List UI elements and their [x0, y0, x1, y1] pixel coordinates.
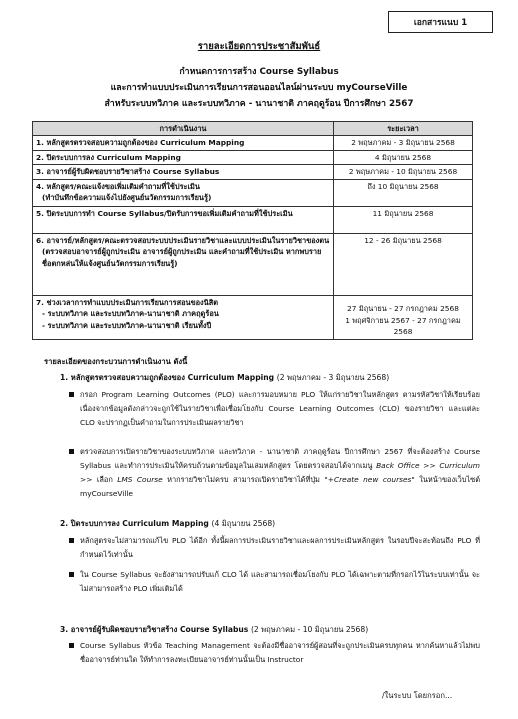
bullet-text: กรอก Program Learning Outcomes (PLO) และการมอบหมาย PLO ให้แก่รายวิชาในหลักสูตร ตามรหัสวิชาให้เรียบร้อย เนื่องจากข้อมูลดังกล่าวจะถูกใช้ในรายวิชาเพื่อเชื่อมโยงกับ Course Learning Outcomes (CLO) ของรายวิชา และแต่ละ CLO จะปรากฏเป็นคำถามในการประเมินผลรายวิชา [80, 390, 480, 427]
row-activity: 4. หลักสูตร/คณะแจ้งขอเพิ่มเติมคำถามที่ใช้ประเมิน [36, 181, 200, 191]
subtitle-system: สำหรับระบบทวิภาค และระบบทวิภาค - นานาชาติ ภาคฤดูร้อน ปีการศึกษา 2567 [104, 99, 414, 109]
table-row [33, 165, 473, 180]
bullet-text: เลือก [96, 475, 113, 484]
bullet-text: ในหน้าของเว็บไซต์ myCourseVille [80, 475, 481, 498]
row-activity: 2. ปิดระบบการลง Curriculum Mapping [33, 150, 334, 165]
section-heading [60, 371, 389, 385]
schedule-table [32, 121, 473, 340]
attachment-label: เอกสารแนบ 1 [388, 11, 493, 33]
bullet-text: หากรายวิชาไม่ครบ สามารถเปิดรายวิชาได้ที่ปุ่ม [167, 475, 320, 484]
table-row [33, 295, 473, 339]
row-sub-item: - ระบบทวิภาค และระบบทวิภาค-นานาชาติ เรียนทั้งปี [42, 320, 212, 330]
list-item [80, 534, 480, 562]
row-period-cell [334, 295, 473, 339]
section-title: 1. หลักสูตรตรวจสอบความถูกต้องของ Curriculum Mapping [60, 373, 275, 382]
bullet-text: Course Syllabus หัวข้อ Teaching Management จะต้องมีชื่ออาจารย์ผู้สอนที่จะถูกประเมินครบทุกคน หากค้นหาแล้วไม่พบชื่ออาจารย์ท่านใด ให้ทำการลงทะเบียนอาจารย์ท่านนั้นเป็น Instructor [80, 641, 480, 664]
row-period: ถึง 10 มิถุนายน 2568 [334, 179, 473, 206]
row-period: 27 มิถุนายน - 27 กรกฎาคม 2568 [347, 304, 459, 313]
list-item [80, 445, 480, 501]
section-heading [60, 517, 275, 531]
row-period: 12 - 26 มิถุนายน 2568 [334, 233, 473, 295]
row-activity: 3. อาจารย์ผู้รับผิดชอบรายวิชาสร้าง Course Syllabus [33, 165, 334, 180]
table-header-row [33, 122, 473, 136]
row-note: (ตรวจสอบอาจารย์ผู้ถูกประเมิน อาจารย์ผู้ถูกประเมิน และคำถามที่ใช้ประเมิน หากพบรายชื่อตกหล่นให้แจ้งศูนย์นวัตกรรมการเรียนรู้) [42, 247, 322, 268]
table-row [33, 150, 473, 165]
bullet-text: ตรวจสอบการเปิดรายวิชาของระบบทวิภาค และทวิภาค - นานาชาติ ภาคฤดูร้อน ปีการศึกษา 2567 ที่จะต้องสร้าง Course Syllabus และทำการประเมินให้ครบถ้วนตามข้อมูลในเล่มหลักสูตร โดยตรวจสอบได้จากเมนู [80, 447, 480, 470]
row-period: 2 พฤษภาคม - 3 มิถุนายน 2568 [334, 136, 473, 151]
bullet-text: ใน Course Syllabus จะยังสามารถปรับแก้ CLO ได้ และสามารถเชื่อมโยงกับ PLO ได้เฉพาะตามที่กรอกไว้ในระบบเท่านั้น จะไม่สามารถสร้าง PLO เพิ่มเติมได้ [80, 570, 480, 593]
square-bullet-icon [69, 392, 74, 397]
list-item [80, 639, 480, 667]
square-bullet-icon [69, 538, 74, 543]
row-period: 2 พฤษภาคม - 10 มิถุนายน 2568 [334, 165, 473, 180]
section-dates: (4 มิถุนายน 2568) [211, 519, 276, 528]
list-item [80, 568, 480, 596]
square-bullet-icon [69, 572, 74, 577]
create-course-button-term: "+Create new courses" [324, 475, 415, 484]
row-activity-cell [33, 233, 334, 295]
section-heading [60, 623, 368, 637]
details-intro: รายละเอียดของกระบวนการดำเนินงาน ดังนี้ [44, 357, 188, 366]
menu-path: Back Office >> Curriculum >> [80, 461, 480, 484]
table-row [33, 206, 473, 233]
table-row [33, 179, 473, 206]
row-activity: 6. อาจารย์/หลักสูตร/คณะตรวจสอบระบบประเมินรายวิชาและแบบประเมินในรายวิชาของตน [36, 235, 330, 245]
row-activity: 7. ช่วงเวลาการทำแบบประเมินการเรียนการสอนของนิสิต [36, 297, 219, 307]
square-bullet-icon [69, 643, 74, 648]
row-sub-item: - ระบบทวิภาค และระบบทวิภาค-นานาชาติ ภาคฤดูร้อน [42, 309, 219, 318]
subtitle-schedule: กำหนดการการสร้าง Course Syllabus [179, 67, 339, 77]
row-activity-cell [33, 179, 334, 206]
bullet-text: หลักสูตรจะไม่สามารถแก้ไข PLO ได้อีก ทั้งนี้ผลการประเมินรายวิชาและผลการประเมินหลักสูตร ในรอบปีจะสะท้อนถึง PLO ที่กำหนดไว้เท่านั้น [80, 536, 480, 559]
page-title: รายละเอียดการประชาสัมพันธ์ [197, 41, 321, 52]
table-row [33, 233, 473, 295]
section-dates: (2 พฤษภาคม - 10 มิถุนายน 2568) [250, 625, 369, 634]
section-title: 3. อาจารย์ผู้รับผิดชอบรายวิชาสร้าง Course Syllabus [60, 625, 249, 634]
row-period: 1 พฤศจิกายน 2567 - 27 กรกฎาคม 2568 [345, 315, 461, 336]
lms-course-term: LMS Course [117, 475, 163, 484]
row-activity-cell [33, 295, 334, 339]
list-item [80, 388, 480, 430]
row-activity: 1. หลักสูตรตรวจสอบความถูกต้องของ Curriculum Mapping [33, 136, 334, 151]
table-row [33, 136, 473, 151]
subtitle-evaluation: และการทำแบบประเมินการเรียนการสอนออนไลน์ผ่านระบบ myCourseVille [110, 83, 408, 93]
continued-note: /ในระบบ โดยกรอก... [382, 691, 453, 700]
row-note: (ทำบันทึกข้อความแจ้งไปยังศูนย์นวัตกรรมการเรียนรู้) [42, 193, 212, 202]
header-activity: การดำเนินงาน [33, 122, 334, 136]
row-period: 11 มิถุนายน 2568 [334, 206, 473, 233]
header-period: ระยะเวลา [334, 122, 473, 136]
row-activity: 5. ปิดระบบการทำ Course Syllabus/ปิดรับการขอเพิ่มเติมคำถามที่ใช้ประเมิน [33, 206, 334, 233]
row-period: 4 มิถุนายน 2568 [334, 150, 473, 165]
section-title: 2. ปิดระบบการลง Curriculum Mapping [60, 519, 209, 528]
section-dates: (2 พฤษภาคม - 3 มิถุนายน 2568) [276, 373, 390, 382]
square-bullet-icon [69, 449, 74, 454]
